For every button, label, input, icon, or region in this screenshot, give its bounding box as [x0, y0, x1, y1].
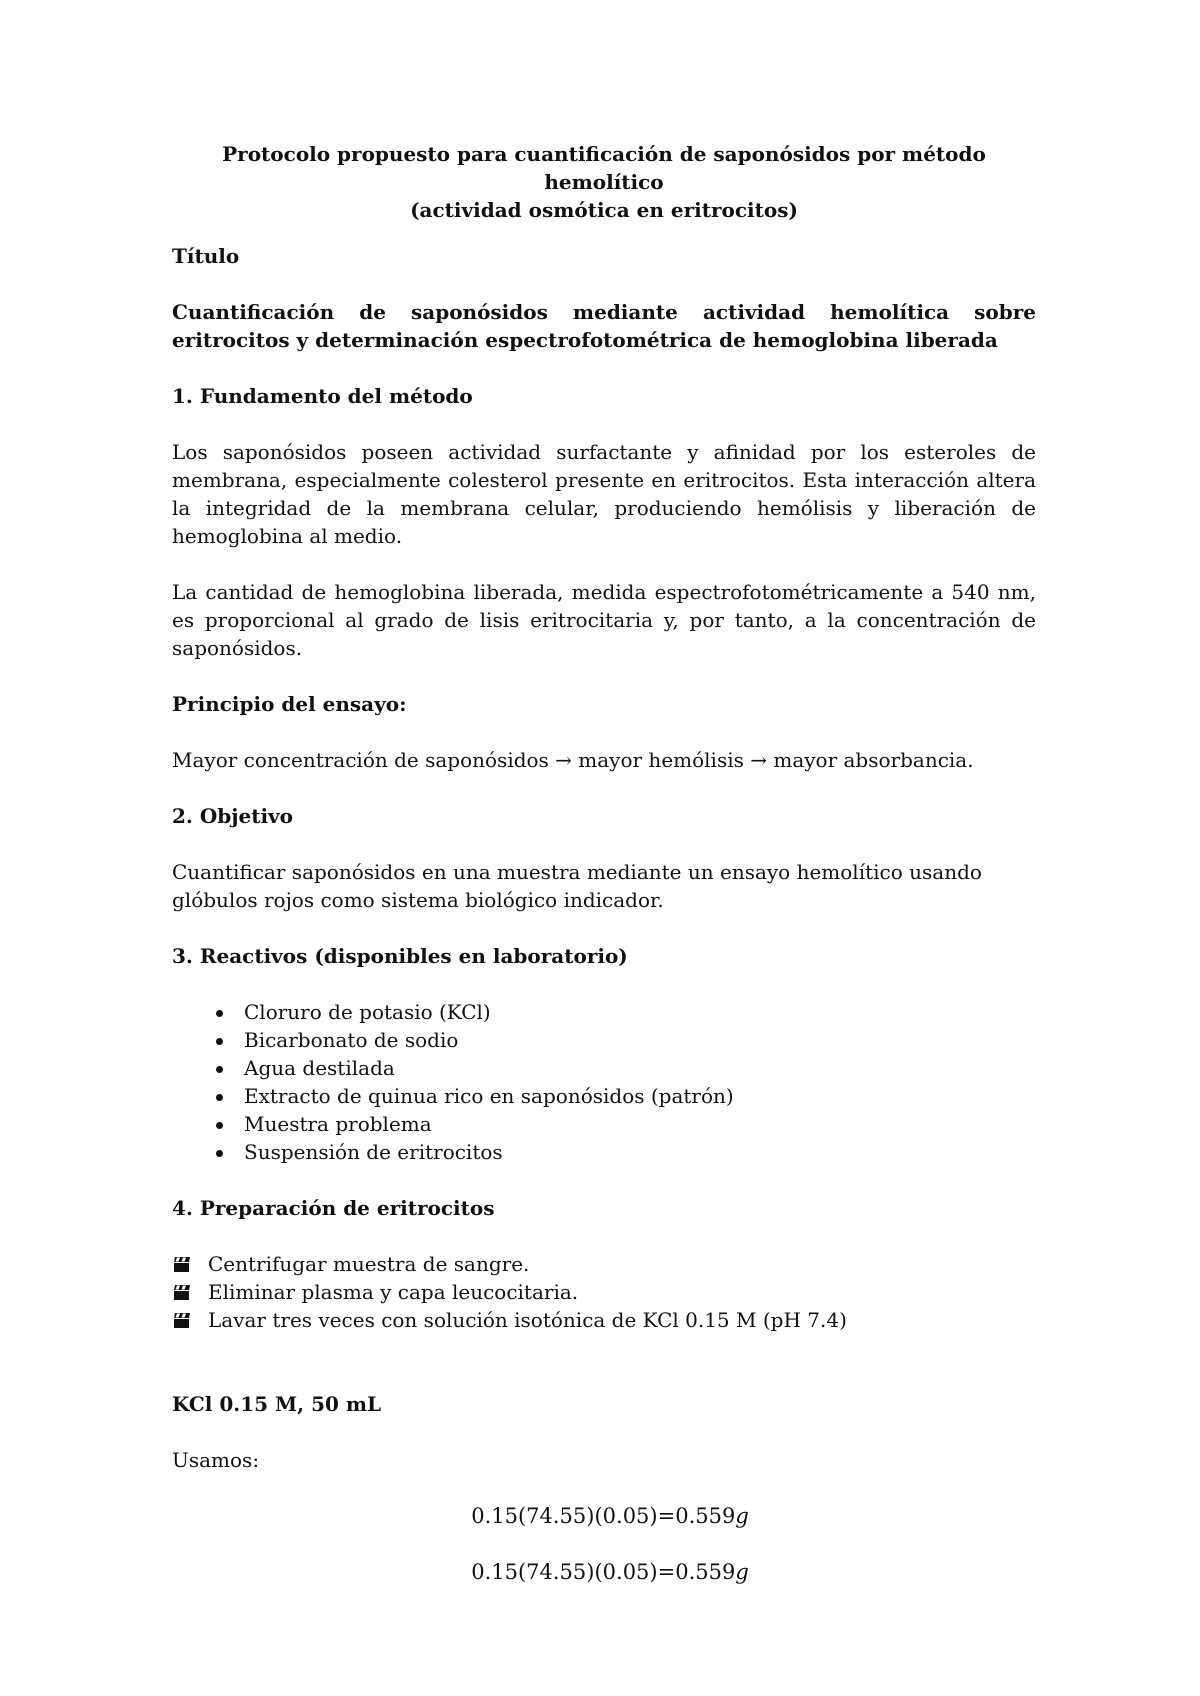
- equation-1-expression: 0.15(74.55)(0.05)=0.559: [471, 1504, 736, 1528]
- list-item-label: Extracto de quinua rico en saponósidos (patrón): [244, 1084, 734, 1108]
- list-item: [172, 1110, 1036, 1138]
- titulo-heading: Título: [172, 244, 240, 268]
- list-item: [172, 1026, 1036, 1054]
- section-4-heading: 4. Preparación de eritrocitos: [172, 1196, 495, 1220]
- title-line-2: (actividad osmótica en eritrocitos): [410, 198, 798, 222]
- bullet-icon: [216, 1122, 223, 1129]
- kcl-heading: KCl 0.15 M, 50 mL: [172, 1392, 382, 1416]
- clapperboard-icon: [172, 1256, 192, 1273]
- bullet-icon: [216, 1038, 223, 1045]
- section-1-paragraph-2: La cantidad de hemoglobina liberada, medida espectrofotométricamente a 540 nm, es proporcional al grado de lisis eritrocitaria y, por tanto, a la concentración de saponósidos.: [172, 580, 1036, 660]
- list-item-label: Suspensión de eritrocitos: [244, 1140, 503, 1164]
- section-1-paragraph-1: Los saponósidos poseen actividad surfactante y afinidad por los esteroles de membrana, especialmente colesterol presente en eritrocitos. Esta interacción altera la integridad de la membrana celular, produciendo hemólisis y liberación de hemoglobina al medio.: [172, 440, 1036, 548]
- reactivos-list: [172, 998, 1036, 1166]
- list-item: [172, 1306, 1036, 1334]
- section-1-heading: 1. Fundamento del método: [172, 384, 473, 408]
- list-item: [172, 1138, 1036, 1166]
- usamos-text: Usamos:: [172, 1448, 260, 1472]
- list-item-label: Cloruro de potasio (KCl): [244, 1000, 491, 1024]
- principio-text: Mayor concentración de saponósidos → mayor hemólisis → mayor absorbancia.: [172, 748, 974, 772]
- equation-1: [172, 1502, 1036, 1530]
- preparacion-steps: [172, 1250, 1036, 1334]
- principio-heading: Principio del ensayo:: [172, 692, 407, 716]
- document-page: [172, 140, 1036, 1614]
- bullet-icon: [216, 1010, 223, 1017]
- spacer: [172, 1362, 1036, 1390]
- list-item: [172, 1054, 1036, 1082]
- list-item-label: Bicarbonato de sodio: [244, 1028, 459, 1052]
- list-item-label: Muestra problema: [244, 1112, 432, 1136]
- equation-1-unit: g: [735, 1504, 749, 1528]
- section-3-heading: 3. Reactivos (disponibles en laboratorio): [172, 944, 628, 968]
- list-item: [172, 1278, 1036, 1306]
- bullet-icon: [216, 1150, 223, 1157]
- list-item-label: Eliminar plasma y capa leucocitaria.: [208, 1280, 579, 1304]
- clapperboard-icon: [172, 1284, 192, 1301]
- list-item: [172, 998, 1036, 1026]
- list-item: [172, 1250, 1036, 1278]
- list-item: [172, 1082, 1036, 1110]
- list-item-label: Agua destilada: [244, 1056, 395, 1080]
- bullet-icon: [216, 1094, 223, 1101]
- equation-2: [172, 1558, 1036, 1586]
- document-title: [172, 140, 1036, 224]
- list-item-label: Centrifugar muestra de sangre.: [208, 1252, 530, 1276]
- titulo-text: Cuantificación de saponósidos mediante actividad hemolítica sobre eritrocitos y determinación espectrofotométrica de hemoglobina liberada: [172, 300, 1036, 352]
- equation-2-unit: g: [735, 1560, 749, 1584]
- section-2-heading: 2. Objetivo: [172, 804, 294, 828]
- bullet-icon: [216, 1066, 223, 1073]
- title-line-1: Protocolo propuesto para cuantificación de saponósidos por método hemolítico: [222, 142, 986, 194]
- equation-2-expression: 0.15(74.55)(0.05)=0.559: [471, 1560, 736, 1584]
- section-2-text: Cuantificar saponósidos en una muestra mediante un ensayo hemolítico usando glóbulos rojos como sistema biológico indicador.: [172, 860, 982, 912]
- clapperboard-icon: [172, 1312, 192, 1329]
- list-item-label: Lavar tres veces con solución isotónica de KCl 0.15 M (pH 7.4): [208, 1308, 847, 1332]
